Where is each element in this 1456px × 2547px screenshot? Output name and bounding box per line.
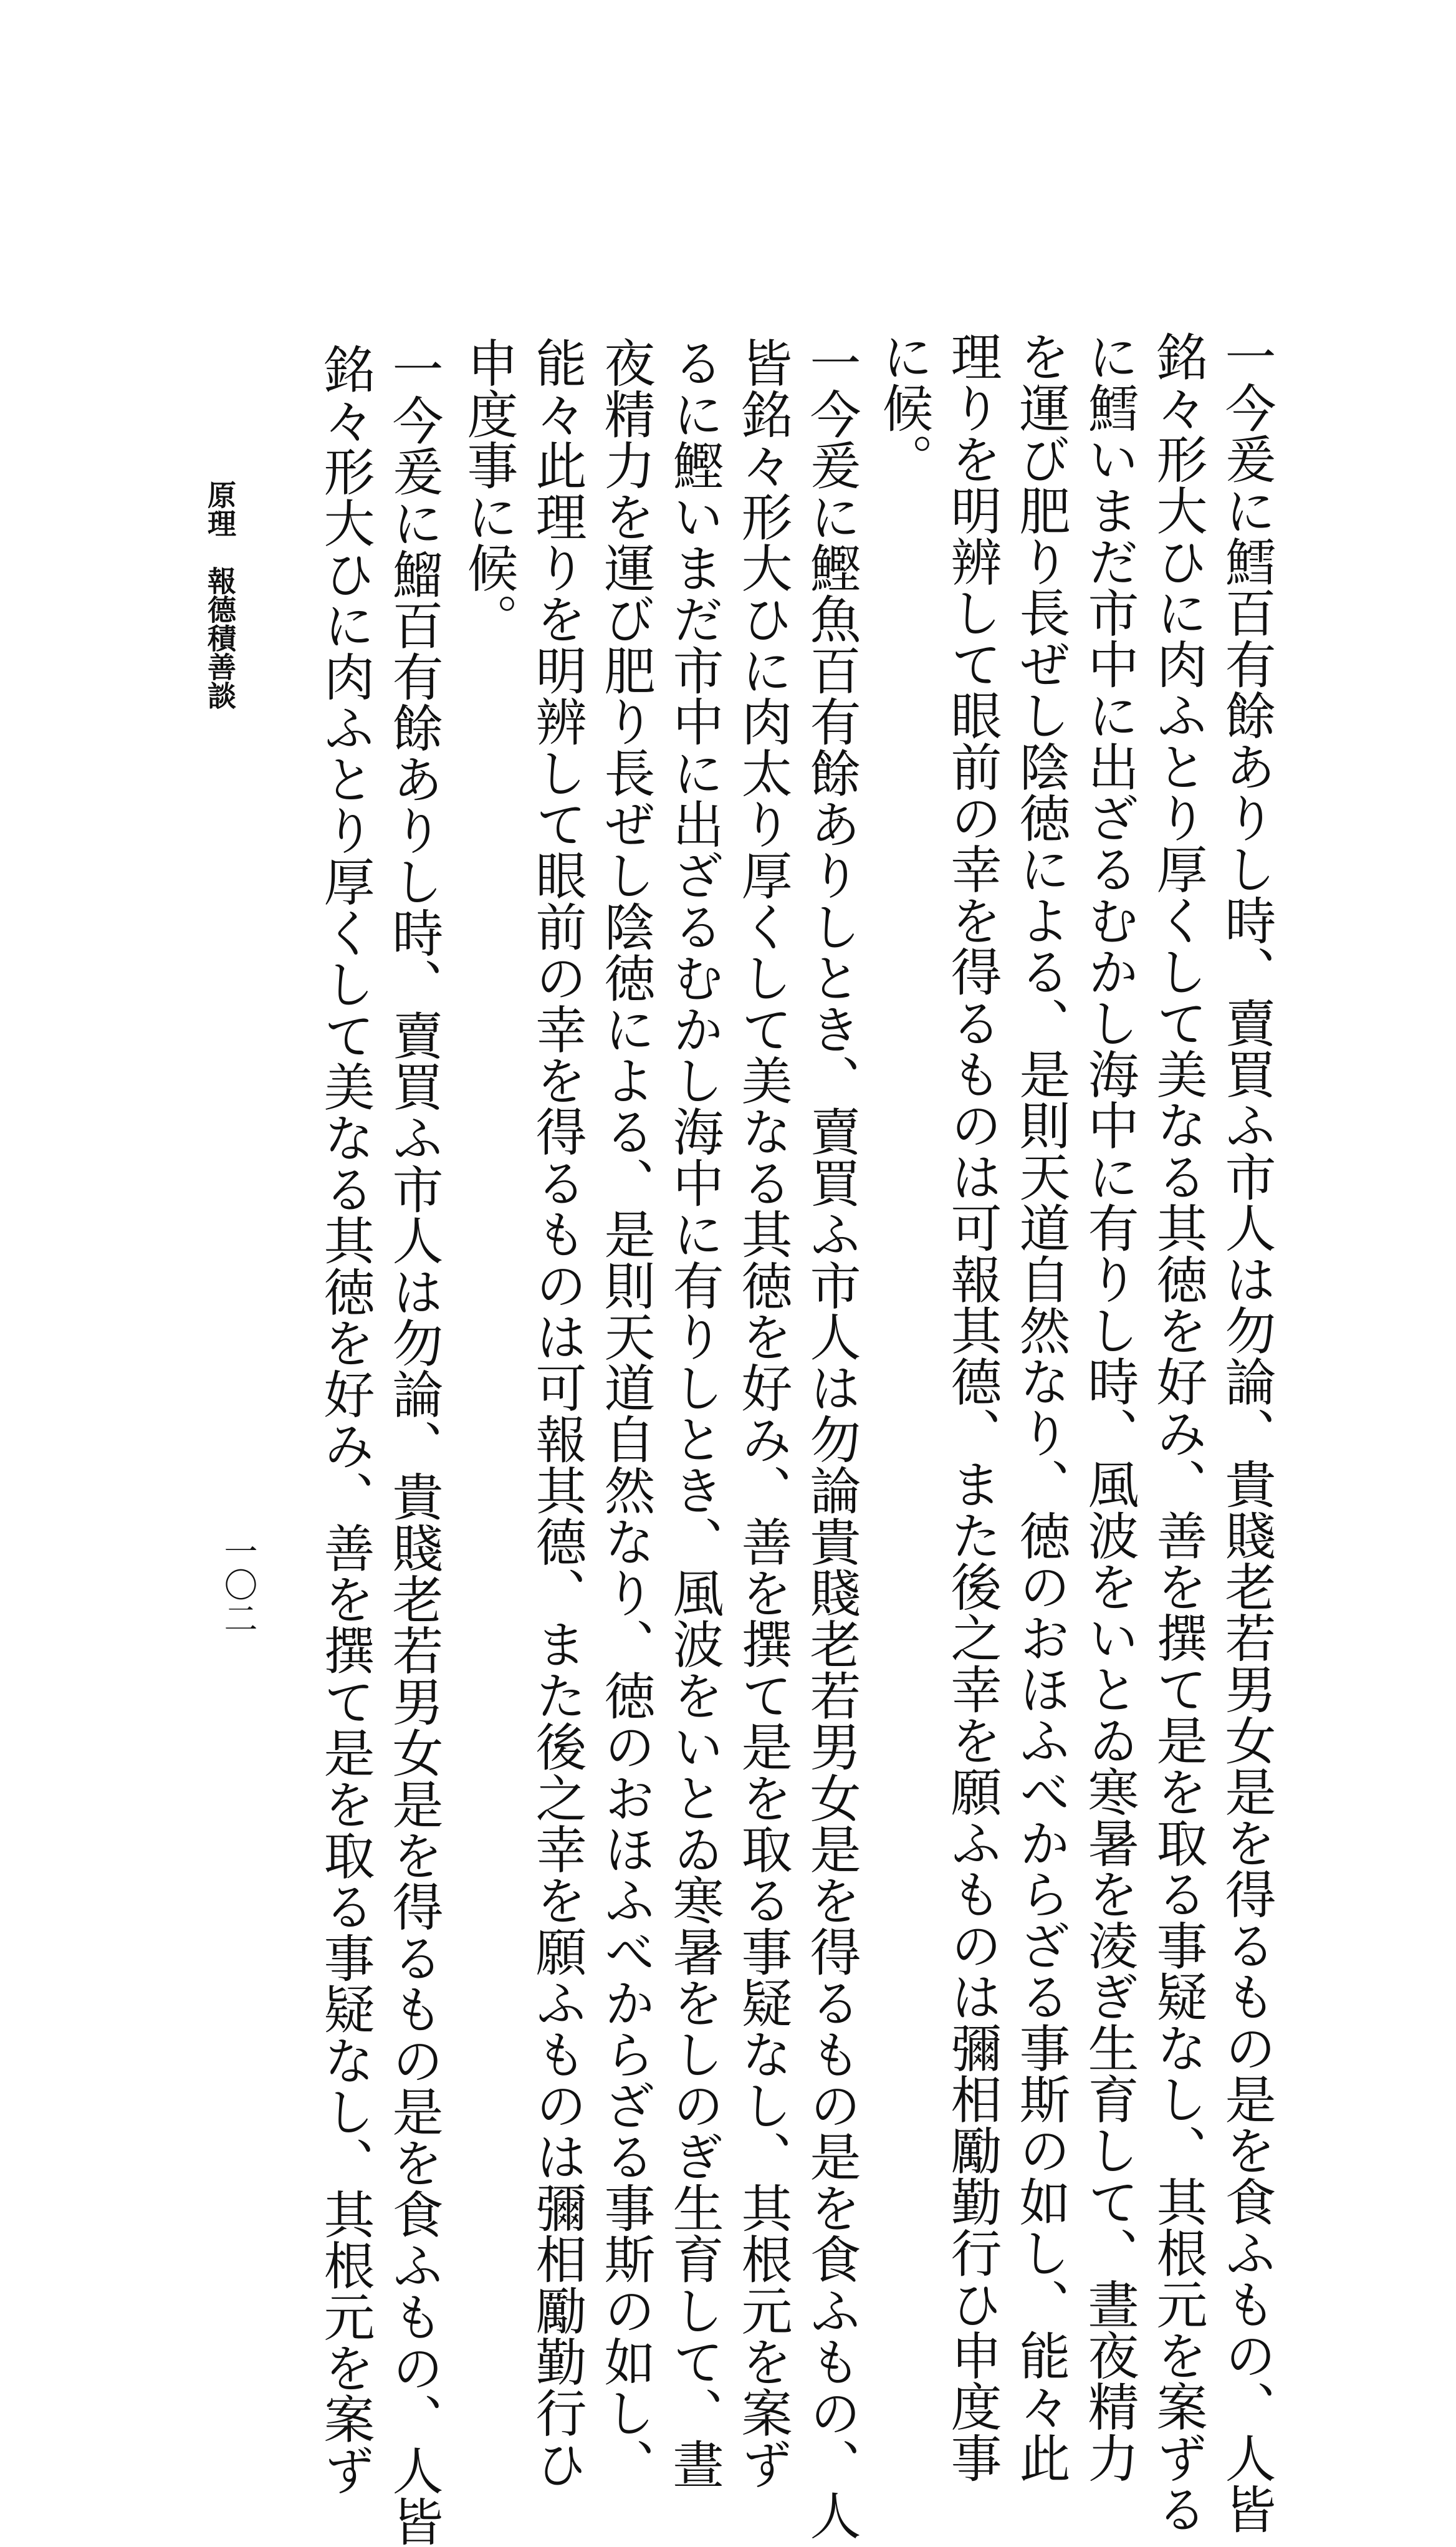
text-column-11: 能々此理りを明辨して眼前の幸を得るものは可報其德、また後之幸を願ふものは彌相勵勤行ひ — [527, 337, 587, 2490]
text-column-9: るに鰹いまだ市中に出ざるむかし海中に有りしとき、風波をいとゐ寒暑をしのぎ生育して、晝 — [664, 337, 724, 2490]
text-column-4: を運び肥り長ぜし陰徳による、是則天道自然なり、徳のおほふべからざる事斯の如し、能々此 — [1011, 330, 1070, 2483]
text-column-5: 理りを明辨して眼前の幸を得るものは可報其德、また後之幸を願ふものは彌相勵勤行ひ申度事 — [942, 330, 1002, 2483]
text-column-14: 銘々形大ひに肉ふとり厚くして美なる其徳を好み、善を撰て是を取る事疑なし、其根元を案ず — [315, 343, 375, 2496]
text-column-12: 申度事に候。 — [459, 337, 518, 645]
running-footer-title: 原理 報德積善談 — [203, 480, 237, 710]
text-column-13: 一今爰に鰡百有餘ありし時、賣買ふ市人は勿論、貴賤老若男女是を得るもの是を食ふもの、人皆 — [384, 343, 443, 2547]
text-column-3: に鱈いまだ市中に出ざるむかし海中に有りし時、風波をいとゐ寒暑を淩ぎ生育して、晝夜精力 — [1080, 330, 1139, 2483]
text-column-8: 皆銘々形大ひに肉太り厚くして美なる其徳を好み、善を撰て是を取る事疑なし、其根元を案ず — [733, 337, 792, 2490]
text-column-2: 銘々形大ひに肉ふとり厚くして美なる其徳を好み、善を撰て是を取る事疑なし、其根元を案ずる — [1148, 330, 1207, 2535]
page-number: 一〇二 — [219, 1534, 258, 1635]
text-column-10: 夜精力を運び肥り長ぜし陰徳による、是則天道自然なり、徳のおほふべからざる事斯の如し、 — [596, 337, 655, 2490]
text-column-1: 一今爰に鱈百有餘ありし時、賣買ふ市人は勿論、貴賤老若男女是を得るもの是を食ふもの、人皆 — [1217, 330, 1276, 2535]
text-column-6: に候。 — [874, 330, 933, 484]
text-column-7: 一今爰に鰹魚百有餘ありしとき、賣買ふ市人は勿論貴賤老若男女是を得るもの是を食ふもの、人 — [802, 337, 861, 2541]
